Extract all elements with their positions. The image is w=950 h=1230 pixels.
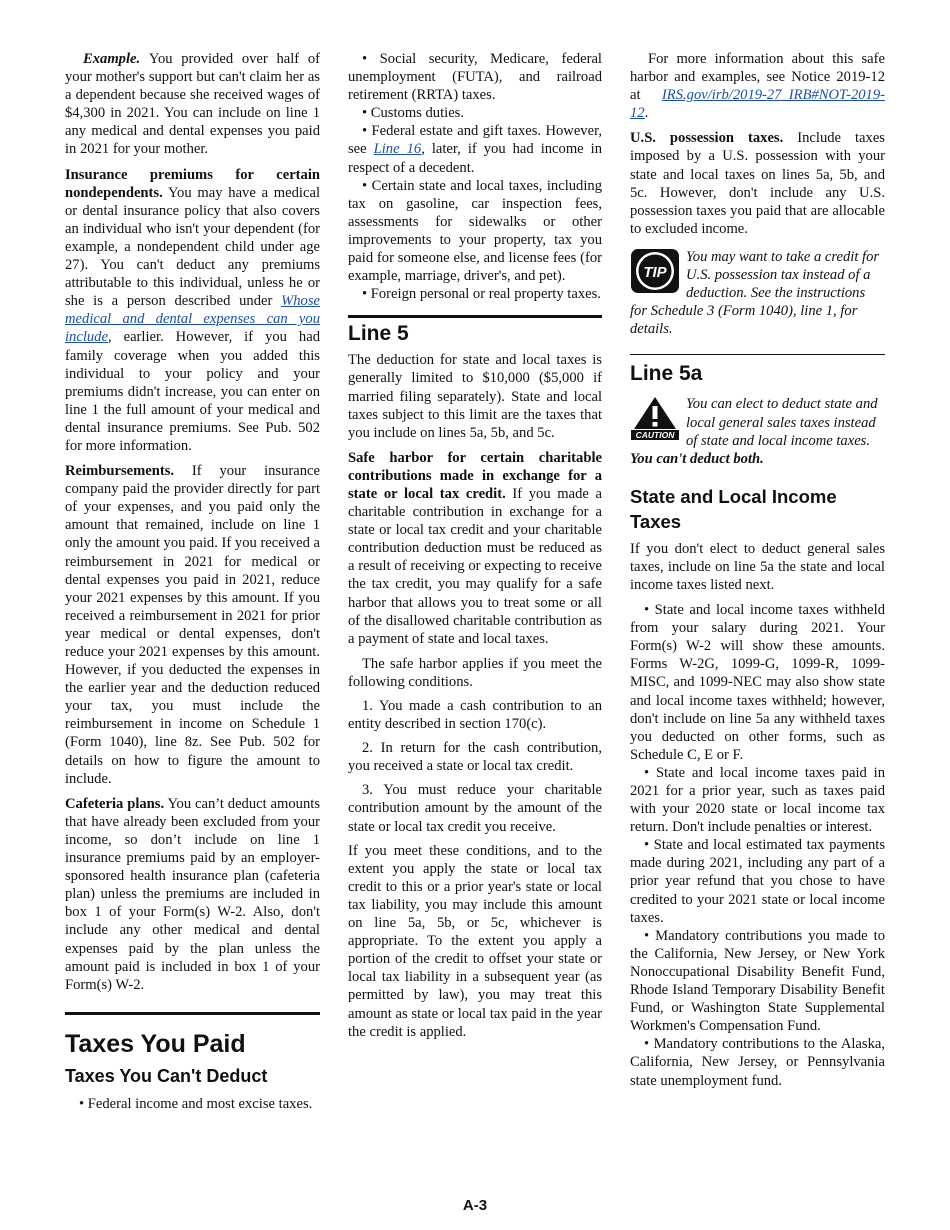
line-16-link[interactable]: Line 16 bbox=[373, 141, 422, 158]
bullet-mandatory-unemployment: • Mandatory contributions to the Alaska, California, New Jersey, or Pennsylvania state unemployment fund. bbox=[630, 1035, 885, 1089]
bullet-foreign: • Foreign personal or real property taxes. bbox=[348, 285, 602, 303]
taxes-cant-deduct-heading: Taxes You Can't Deduct bbox=[65, 1065, 268, 1086]
line5-divider bbox=[348, 315, 602, 318]
line5-text: The deduction for state and local taxes is generally limited to $10,000 ($5,000 if married filing separately). State and local taxes subject to this limit are the taxes that you include on lines 5a, 5b, and 5c. bbox=[348, 352, 602, 441]
tip-icon-label: TIP bbox=[643, 263, 667, 281]
cafeteria-label: Cafeteria plans. bbox=[65, 795, 165, 812]
more-info-text-a: For more information about this safe harbor and examples, see Notice 2019-12 at bbox=[630, 51, 885, 104]
safe-harbor-label: Safe harbor for certain charitable contributions made in exchange for a state or local tax credit. bbox=[348, 449, 602, 502]
example-text: You provided over half of your mother's support but can't claim her as a dependent because she received wages of $4,300 in 2021. You can include on line 1 any medical and dental expenses you paid in 2021 for your mother. bbox=[65, 51, 320, 158]
insurance-text-a: You may have a medical or dental insurance policy that also covers an individual who isn't your dependent (for example, a nondependent child under age 27). You can't deduct any premiums attributable to this individual, unless he or she is a person described under bbox=[65, 184, 320, 310]
column-middle bbox=[348, 50, 602, 1048]
irs-notice-link[interactable]: IRS.gov/irb/2019-27_IRB#NOT-2019-12 bbox=[630, 87, 885, 122]
insurance-label: Insurance premiums for certain nondependents. bbox=[65, 166, 320, 201]
taxes-you-paid-heading: Taxes You Paid bbox=[65, 1029, 246, 1058]
bullet-federal-income: • Federal income and most excise taxes. bbox=[65, 1095, 320, 1113]
condition-2: 2. In return for the cash contribution, you received a state or local tax credit. bbox=[348, 740, 602, 775]
bullet-estate-text-a: Federal estate and gift taxes. However, see bbox=[348, 123, 602, 158]
reimbursements-label: Reimbursements. bbox=[65, 463, 175, 480]
intro-paragraph: If you don't elect to deduct general sales taxes, include on line 5a the state and local income taxes listed next. bbox=[630, 540, 885, 593]
reimbursements-text: If your insurance company paid the provider directly for part of your expenses, and you paid only the amount that remained, include on line 1 only the amount you paid. If you received a reimbursement in 2021 for medical or dental expenses you paid in 2021, reduce your 2021 expenses by this amount. If you received a reimbursement in 2021 for prior year medical or dental expenses, don't reduce your 2021 expenses by this amount. However, if you deducted the expenses in the earlier year and the deduction reduced your tax, you must include the reimbursement in income on Schedule 1 (Form 1040), line 8z. See Pub. 502 for details on how to figure the amount to include. bbox=[65, 463, 320, 787]
caution-text: You can elect to deduct state and local general sales taxes instead of state and local income taxes. bbox=[686, 396, 878, 449]
cafeteria-text: You can’t deduct amounts that have already been excluded from your income, so don’t include on line 1 insurance premiums paid by an employer-sponsored health insurance plan (cafeteria plan) unless the premiums are included in box 1 of your Form(s) W-2. Also, don't include any other medical and dental expenses paid by the plan unless the amount paid is included in box 1 of your Form(s) W-2. bbox=[65, 795, 321, 993]
section-divider bbox=[65, 1012, 320, 1015]
page-number: A-3 bbox=[462, 1197, 488, 1214]
bullet-withheld: • State and local income taxes withheld from your salary during 2021. Your Form(s) W-2 will show these amounts. Forms W-2G, 1099-G, 1099-R, 1099-MISC, and 1099-NEC may also show state and local income taxes withheld; however, don't include on line 5a any withheld taxes you deducted on other forms, such as Schedule C, E or F. bbox=[630, 601, 885, 764]
example-label: Example. bbox=[83, 51, 141, 67]
bullet-estimated: • State and local estimated tax payments made during 2021, including any part of a prior year refund that you chose to have credited to your 2021 state or local income taxes. bbox=[630, 836, 885, 926]
line5a-heading: Line 5a bbox=[630, 362, 703, 386]
meet-conditions-text: If you meet these conditions, and to the extent you apply the state or local tax credit to this or a prior year's state or local tax liability, you may include this amount on line 5a, 5b, or 5c, whichever is appropriate. To the extent you apply a portion of the credit to offset your state or local tax liability in a subsequent year (as permitted by law), you may treat this amount as state or local tax paid in the year the credit is applied. bbox=[348, 842, 602, 1040]
bullet-prior-year: • State and local income taxes paid in 2021 for a prior year, such as taxes paid with your 2020 state or local income tax return. Don't include penalties or interest. bbox=[630, 764, 885, 836]
bullet-estate-text-b: , later, if you had income in respect of a decedent. bbox=[348, 141, 602, 176]
state-local-income-heading: State and Local Income Taxes bbox=[630, 485, 837, 532]
insurance-paragraph bbox=[65, 166, 320, 456]
reimbursements-paragraph bbox=[65, 462, 320, 788]
tip-note bbox=[630, 248, 885, 338]
bullet-mandatory-disability: • Mandatory contributions you made to the California, New Jersey, or New York Nonoccupational Disability Benefit Fund, Rhode Island Temporary Disability Benefit Fund, or Washington State Supplemental Workmen's Compensation Fund. bbox=[630, 927, 885, 1036]
caution-icon-label: CAUTION bbox=[635, 430, 675, 441]
whose-expenses-link[interactable]: Whose medical and dental expenses can you include bbox=[65, 293, 320, 346]
tip-icon bbox=[630, 248, 680, 294]
conditions-intro: The safe harbor applies if you meet the following conditions. bbox=[348, 655, 602, 690]
column-right bbox=[630, 50, 885, 1090]
line5a-divider bbox=[630, 354, 885, 355]
caution-bold: You can't deduct both. bbox=[630, 450, 764, 467]
safe-harbor-text: If you made a charitable contribution in exchange for a state or local tax credit and your charitable contribution deduction must be reduced as a result of receiving or expecting to receive the tax credit, you may qualify for a safe harbor that allows you to treat some or all of the disallowed charitable contribution as a payment of state and local taxes. bbox=[348, 485, 602, 647]
possession-paragraph bbox=[630, 129, 885, 238]
tip-text: You may want to take a credit for U.S. possession tax instead of a deduction. See the instructions for Schedule 3 (Form 1040), line 1, for details. bbox=[630, 248, 880, 338]
bullet-state-local: • Certain state and local taxes, including tax on gasoline, car inspection fees, assessments for sidewalks or other improvements to your property, tax you paid for someone else, and license fees (for example, marriage, driver's, and pet). bbox=[348, 177, 602, 286]
cafeteria-paragraph bbox=[65, 795, 320, 994]
line5-heading: Line 5 bbox=[348, 322, 409, 346]
possession-label: U.S. possession taxes. bbox=[630, 130, 784, 147]
more-info-paragraph bbox=[630, 50, 885, 122]
column-left bbox=[65, 50, 320, 1113]
condition-1: 1. You made a cash contribution to an entity described in section 170(c). bbox=[348, 698, 602, 733]
bullet-customs: • Customs duties. bbox=[348, 104, 602, 122]
more-info-text-b: . bbox=[644, 105, 649, 122]
safe-harbor-paragraph bbox=[348, 449, 602, 648]
example-paragraph bbox=[65, 50, 320, 159]
possession-text: Include taxes imposed by a U.S. possession with your state and local taxes on lines 5a, 5b, and 5c. However, don't include any U.S. possession taxes you paid that are allocable to excluded income. bbox=[630, 130, 885, 237]
bullet-social-security: • Social security, Medicare, federal unemployment (FUTA), and railroad retirement (RRTA) taxes. bbox=[348, 50, 602, 104]
condition-3: 3. You must reduce your charitable contribution amount by the amount of the state or local tax credit you receive. bbox=[348, 782, 602, 835]
caution-note bbox=[630, 395, 885, 467]
caution-icon bbox=[630, 395, 680, 441]
bullet-estate bbox=[348, 122, 602, 176]
insurance-text-b: , earlier. However, if you had family coverage when you added this individual to your policy and your premiums didn't increase, you can enter on line 1 the full amount of your medical and dental insurance premiums. See Pub. 502 for more information. bbox=[65, 329, 320, 454]
